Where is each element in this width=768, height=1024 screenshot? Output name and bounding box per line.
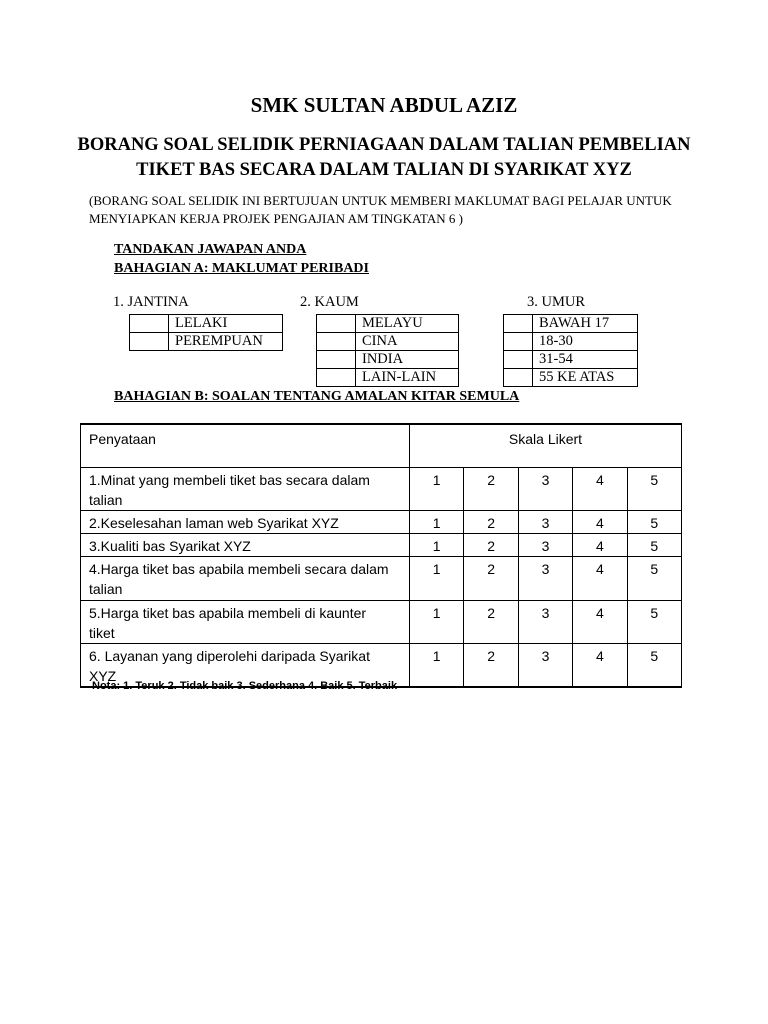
likert-table [80, 423, 682, 688]
scale-option-3[interactable]: 3 [518, 534, 572, 557]
statement-cell [81, 601, 410, 644]
table-row [81, 601, 682, 644]
race-indian-checkbox[interactable] [317, 351, 356, 369]
table-row [81, 534, 682, 557]
statement-column-header: Penyataan [81, 424, 410, 468]
scale-option-2[interactable]: 2 [464, 601, 518, 644]
table-row [81, 511, 682, 534]
scale-option-3[interactable]: 3 [518, 511, 572, 534]
statement-cell [81, 511, 410, 534]
scale-note: Nota: 1. Teruk 2. Tidak baik 3. Sederhana 4. Baik 5. Terbaik [92, 680, 398, 692]
scale-option-2[interactable]: 2 [464, 468, 518, 511]
age-55-above-checkbox[interactable] [504, 369, 533, 387]
gender-male-checkbox[interactable] [130, 315, 169, 333]
scale-option-2[interactable]: 2 [464, 511, 518, 534]
race-options [316, 314, 459, 387]
statement-cell [81, 534, 410, 557]
scale-option-3[interactable]: 3 [518, 601, 572, 644]
form-title [60, 133, 708, 183]
statement-line: XYZ [89, 668, 117, 684]
school-name: SMK SULTAN ABDUL AZIZ [250, 93, 518, 117]
option-label: INDIA [356, 351, 459, 369]
scale-option-5[interactable]: 5 [627, 601, 681, 644]
scale-option-4[interactable]: 4 [573, 511, 627, 534]
age-31-54-checkbox[interactable] [504, 351, 533, 369]
purpose-line-1: (BORANG SOAL SELIDIK INI BERTUJUAN UNTUK MEMBERI MAKLUMAT BAGI PELAJAR UNTUK [89, 193, 672, 208]
statement-line: talian [89, 581, 123, 597]
age-options [503, 314, 638, 387]
race-others-checkbox[interactable] [317, 369, 356, 387]
scale-option-3[interactable]: 3 [518, 644, 572, 688]
option-row [130, 333, 283, 351]
option-row [317, 315, 459, 333]
statement-line: 6. Layanan yang diperolehi daripada Syarikat [89, 648, 370, 664]
scale-option-5[interactable]: 5 [627, 511, 681, 534]
option-row [504, 315, 638, 333]
option-row [504, 369, 638, 387]
option-label: 55 KE ATAS [533, 369, 638, 387]
scale-option-5[interactable]: 5 [627, 468, 681, 511]
option-row [317, 351, 459, 369]
option-label: BAWAH 17 [533, 315, 638, 333]
scale-option-1[interactable]: 1 [410, 511, 464, 534]
gender-female-checkbox[interactable] [130, 333, 169, 351]
scale-option-2[interactable]: 2 [464, 534, 518, 557]
scale-option-4[interactable]: 4 [573, 644, 627, 688]
statement-line: 2.Keselesahan laman web Syarikat XYZ [89, 515, 339, 531]
option-label: PEREMPUAN [169, 333, 283, 351]
scale-option-5[interactable]: 5 [627, 557, 681, 601]
purpose-line-2: MENYIAPKAN KERJA PROJEK PENGAJIAN AM TINGKATAN 6 ) [89, 211, 463, 226]
table-row [81, 557, 682, 601]
race-malay-checkbox[interactable] [317, 315, 356, 333]
gender-options [129, 314, 283, 351]
statement-line: talian [89, 492, 123, 508]
option-label: MELAYU [356, 315, 459, 333]
scale-option-4[interactable]: 4 [573, 468, 627, 511]
option-row [130, 315, 283, 333]
statement-line: 1.Minat yang membeli tiket bas secara dalam [89, 472, 370, 488]
statement-line: 3.Kualiti bas Syarikat XYZ [89, 538, 251, 554]
form-purpose [89, 192, 689, 228]
form-title-line-2: TIKET BAS SECARA DALAM TALIAN DI SYARIKAT XYZ [136, 160, 632, 180]
section-a-heading: BAHAGIAN A: MAKLUMAT PERIBADI [114, 261, 369, 276]
scale-option-3[interactable]: 3 [518, 468, 572, 511]
question-age-label: 3. UMUR [527, 294, 586, 310]
scale-option-2[interactable]: 2 [464, 557, 518, 601]
statement-line: 5.Harga tiket bas apabila membeli di kaunter [89, 605, 367, 621]
option-row [504, 333, 638, 351]
statement-line: 4.Harga tiket bas apabila membeli secara dalam [89, 561, 389, 577]
question-race-label: 2. KAUM [300, 294, 359, 310]
table-row [81, 468, 682, 511]
scale-option-1[interactable]: 1 [410, 534, 464, 557]
statement-cell [81, 468, 410, 511]
statement-line: tiket [89, 625, 115, 641]
scale-option-1[interactable]: 1 [410, 644, 464, 688]
option-label: 18-30 [533, 333, 638, 351]
likert-header-row [81, 424, 682, 468]
age-18-30-checkbox[interactable] [504, 333, 533, 351]
scale-option-1[interactable]: 1 [410, 468, 464, 511]
option-label: 31-54 [533, 351, 638, 369]
scale-column-header: Skala Likert [410, 424, 682, 468]
option-row [504, 351, 638, 369]
scale-option-1[interactable]: 1 [410, 601, 464, 644]
form-title-line-1: BORANG SOAL SELIDIK PERNIAGAAN DALAM TALIAN PEMBELIAN [77, 135, 691, 155]
scale-option-5[interactable]: 5 [627, 534, 681, 557]
instruction: TANDAKAN JAWAPAN ANDA [114, 242, 307, 257]
scale-option-3[interactable]: 3 [518, 557, 572, 601]
scale-option-1[interactable]: 1 [410, 557, 464, 601]
option-row [317, 333, 459, 351]
statement-cell [81, 557, 410, 601]
option-label: CINA [356, 333, 459, 351]
scale-option-4[interactable]: 4 [573, 557, 627, 601]
option-label: LELAKI [169, 315, 283, 333]
race-chinese-checkbox[interactable] [317, 333, 356, 351]
scale-option-2[interactable]: 2 [464, 644, 518, 688]
scale-option-4[interactable]: 4 [573, 534, 627, 557]
question-gender-label: 1. JANTINA [113, 294, 189, 310]
section-b-heading: BAHAGIAN B: SOALAN TENTANG AMALAN KITAR SEMULA [114, 389, 520, 404]
option-row [317, 369, 459, 387]
age-under17-checkbox[interactable] [504, 315, 533, 333]
scale-option-4[interactable]: 4 [573, 601, 627, 644]
scale-option-5[interactable]: 5 [627, 644, 681, 688]
option-label: LAIN-LAIN [356, 369, 459, 387]
